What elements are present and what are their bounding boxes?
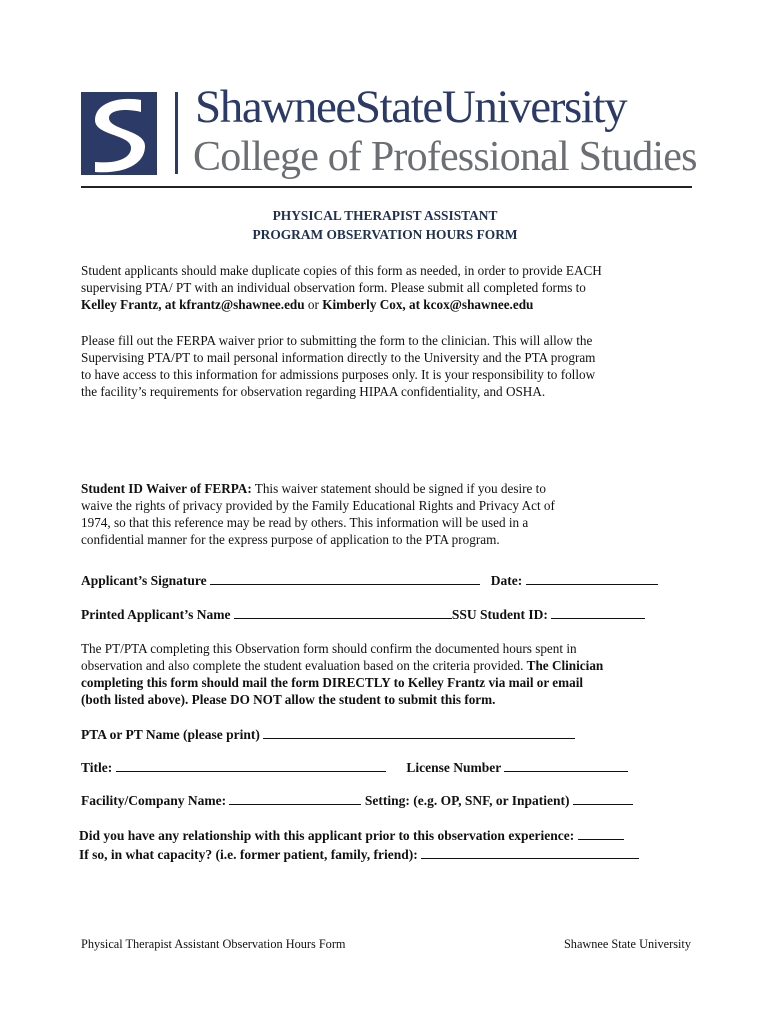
signature-row	[81, 572, 658, 588]
license-field[interactable]	[504, 759, 628, 772]
pta-name-row	[81, 726, 575, 742]
printed-name-label: Printed Applicant’s Name	[81, 607, 231, 622]
relationship-row	[79, 827, 624, 843]
waiver-heading: Student ID Waiver of FERPA:	[81, 481, 252, 496]
student-id-field[interactable]	[551, 606, 645, 619]
pta-name-label: PTA or PT Name (please print)	[81, 727, 260, 742]
license-label: License Number	[406, 760, 501, 775]
header-rule	[81, 186, 692, 188]
university-logo-icon	[81, 92, 157, 175]
date-field[interactable]	[526, 572, 658, 585]
title-label: Title:	[81, 760, 113, 775]
facility-label: Facility/Company Name:	[81, 793, 227, 808]
ferpa-waiver-paragraph: Student ID Waiver of FERPA: This waiver statement should be signed if you desire to waive the rights of privacy provided by the Family Educational Rights and Privacy Act of 1974, so that this reference may be read by others. This information will be used in a confidential manner for the express purpose of application to the PTA program.	[81, 481, 555, 547]
footer-form-name: Physical Therapist Assistant Observation Hours Form	[81, 937, 346, 951]
printed-name-field[interactable]	[234, 606, 452, 619]
setting-field[interactable]	[573, 792, 633, 805]
contact-kelley: Kelley Frantz, at kfrantz@shawnee.edu	[81, 297, 305, 312]
title-field[interactable]	[116, 759, 386, 772]
facility-setting-row	[81, 792, 633, 808]
signature-field[interactable]	[210, 572, 480, 585]
capacity-field[interactable]	[421, 846, 639, 859]
form-title-line2: PROGRAM OBSERVATION HOURS FORM	[252, 227, 518, 242]
title-license-row	[81, 759, 628, 775]
college-name: College of Professional Studies	[193, 134, 697, 180]
contact-kimberly: Kimberly Cox, at kcox@shawnee.edu	[322, 297, 534, 312]
ferpa-note-paragraph: Please fill out the FERPA waiver prior to submitting the form to the clinician. This will allow the Supervising PTA/PT to mail personal information directly to the University and the PTA program to have access to this information for admissions purposes only. It is your responsibility to follow the facility’s requirements for observation regarding HIPAA confidentiality, and OSHA.	[81, 333, 596, 399]
capacity-label: If so, in what capacity? (i.e. former patient, family, friend):	[79, 847, 418, 862]
form-title-line1: PHYSICAL THERAPIST ASSISTANT	[272, 208, 498, 223]
signature-label: Applicant’s Signature	[81, 573, 207, 588]
pta-name-field[interactable]	[263, 726, 575, 739]
relationship-field[interactable]	[578, 827, 624, 840]
intro-paragraph: Student applicants should make duplicate copies of this form as needed, in order to provide EACH supervising PTA/ PT with an individual observation form. Please submit all completed forms to Kelley Frantz, at kfrantz@shawnee.edu or Kimberly Cox, at kcox@shawnee.edu	[81, 263, 602, 312]
setting-label: Setting: (e.g. OP, SNF, or Inpatient)	[364, 793, 570, 808]
letterhead-divider	[175, 92, 178, 174]
relationship-label: Did you have any relationship with this applicant prior to this observation experience:	[79, 828, 575, 843]
university-name: ShawneeStateUniversity	[195, 81, 627, 133]
footer-university: Shawnee State University	[563, 937, 691, 951]
capacity-row	[79, 846, 639, 862]
facility-field[interactable]	[229, 792, 361, 805]
date-label: Date:	[490, 573, 523, 588]
printed-name-row	[81, 606, 645, 622]
clinician-note-paragraph: The PT/PTA completing this Observation form should confirm the documented hours spent in observation and also complete the student evaluation based on the criteria provided. The Clinician completing this form should mail the form DIRECTLY to Kelley Frantz via mail or email (both listed above). Please DO NOT allow the student to submit this form.	[81, 641, 604, 707]
student-id-label: SSU Student ID:	[451, 607, 548, 622]
